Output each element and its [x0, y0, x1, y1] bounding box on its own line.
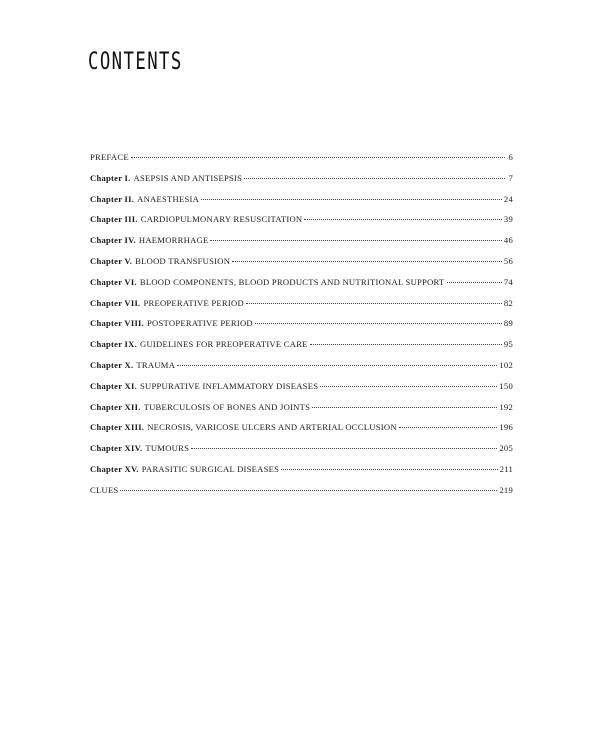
chapter-title: NECROSIS, VARICOSE ULCERS AND ARTERIAL OCCLUSION — [147, 422, 397, 433]
toc-entry — [90, 256, 513, 277]
page-number: 95 — [503, 339, 513, 350]
toc-entry — [90, 339, 513, 360]
chapter-number: Chapter XIV. — [90, 443, 143, 454]
chapter-title: SUPPURATIVE INFLAMMATORY DISEASES — [140, 380, 319, 391]
toc-entry — [90, 318, 513, 339]
toc-entry — [90, 173, 513, 194]
page-number: 46 — [503, 235, 513, 246]
chapter-number: Chapter V. — [90, 255, 133, 266]
chapter-title: CLUES — [90, 484, 119, 495]
dot-leader — [210, 240, 501, 241]
toc-entry — [90, 194, 513, 215]
chapter-title: ANAESTHESIA — [137, 193, 200, 204]
dot-leader — [399, 427, 498, 428]
page-number: 102 — [499, 359, 513, 370]
page-number: 211 — [499, 463, 513, 474]
chapter-number: Chapter XII. — [90, 401, 141, 412]
chapter-title: BLOOD COMPONENTS, BLOOD PRODUCTS AND NUTRITIONAL SUPPORT — [139, 276, 445, 287]
dot-leader — [320, 386, 497, 387]
page-number: 150 — [499, 380, 513, 391]
chapter-number: Chapter XV. — [90, 463, 139, 474]
page-number: 89 — [503, 318, 513, 329]
chapter-title: PREFACE — [90, 152, 129, 162]
chapter-title: POSTOPERATIVE PERIOD — [147, 318, 253, 329]
toc-entry — [90, 235, 513, 256]
chapter-title: HAEMORRHAGE — [138, 235, 209, 246]
chapter-number: Chapter II. — [90, 193, 135, 204]
page-number: 7 — [508, 172, 513, 183]
chapter-title: TRAUMA — [136, 359, 176, 370]
toc-entry — [90, 443, 513, 464]
toc-entry — [90, 485, 513, 506]
dot-leader — [201, 199, 502, 200]
page-title: CONTENTS — [88, 47, 183, 75]
page-number: 24 — [503, 193, 513, 204]
dot-leader — [255, 323, 502, 324]
toc-entry — [90, 422, 513, 443]
page-number: 219 — [499, 484, 513, 495]
toc-entry — [90, 277, 513, 298]
chapter-number: Chapter X. — [90, 359, 134, 370]
toc-entry — [90, 298, 513, 319]
chapter-title: BLOOD TRANSFUSION — [135, 255, 231, 266]
toc-entry — [90, 464, 513, 485]
page-number: 196 — [499, 422, 513, 433]
page-number: 39 — [503, 214, 513, 225]
chapter-title: ASEPSIS AND ANTISEPSIS — [133, 172, 243, 183]
chapter-number: Chapter I. — [90, 172, 131, 183]
chapter-title: PARASITIC SURGICAL DISEASES — [141, 463, 280, 474]
dot-leader — [246, 303, 502, 304]
dot-leader — [120, 490, 497, 491]
chapter-title: CARDIOPULMONARY RESUSCITATION — [140, 214, 303, 225]
chapter-number: Chapter VII. — [90, 297, 141, 308]
chapter-title: TUMOURS — [145, 443, 190, 454]
chapter-number: Chapter IX. — [90, 339, 137, 350]
page-number: 192 — [499, 401, 513, 412]
dot-leader — [281, 469, 497, 470]
toc-entry — [90, 381, 513, 402]
dot-leader — [232, 261, 502, 262]
page-number: 74 — [503, 276, 513, 287]
chapter-number: Chapter IV. — [90, 235, 136, 246]
page-number: 6 — [508, 152, 513, 162]
dot-leader — [447, 282, 502, 283]
chapter-title: TUBERCULOSIS OF BONES AND JOINTS — [143, 401, 311, 412]
toc-entry — [90, 152, 513, 173]
page-number: 56 — [503, 255, 513, 266]
chapter-number: Chapter III. — [90, 214, 138, 225]
chapter-title: GUIDELINES FOR PREOPERATIVE CARE — [140, 339, 308, 350]
dot-leader — [304, 219, 502, 220]
dot-leader — [312, 407, 497, 408]
chapter-number: Chapter VI. — [90, 276, 137, 287]
dot-leader — [310, 344, 502, 345]
dot-leader — [244, 178, 505, 179]
toc-entry — [90, 360, 513, 381]
toc-entry — [90, 402, 513, 423]
dot-leader — [131, 157, 505, 158]
page-number: 205 — [499, 443, 513, 454]
chapter-title: PREOPERATIVE PERIOD — [143, 297, 244, 308]
dot-leader — [191, 448, 497, 449]
chapter-number: Chapter XI. — [90, 380, 137, 391]
dot-leader — [177, 365, 497, 366]
chapter-number: Chapter XIII. — [90, 422, 145, 433]
chapter-number: Chapter VIII. — [90, 318, 145, 329]
toc-entry — [90, 214, 513, 235]
table-of-contents — [90, 152, 513, 506]
page-number: 82 — [503, 297, 513, 308]
